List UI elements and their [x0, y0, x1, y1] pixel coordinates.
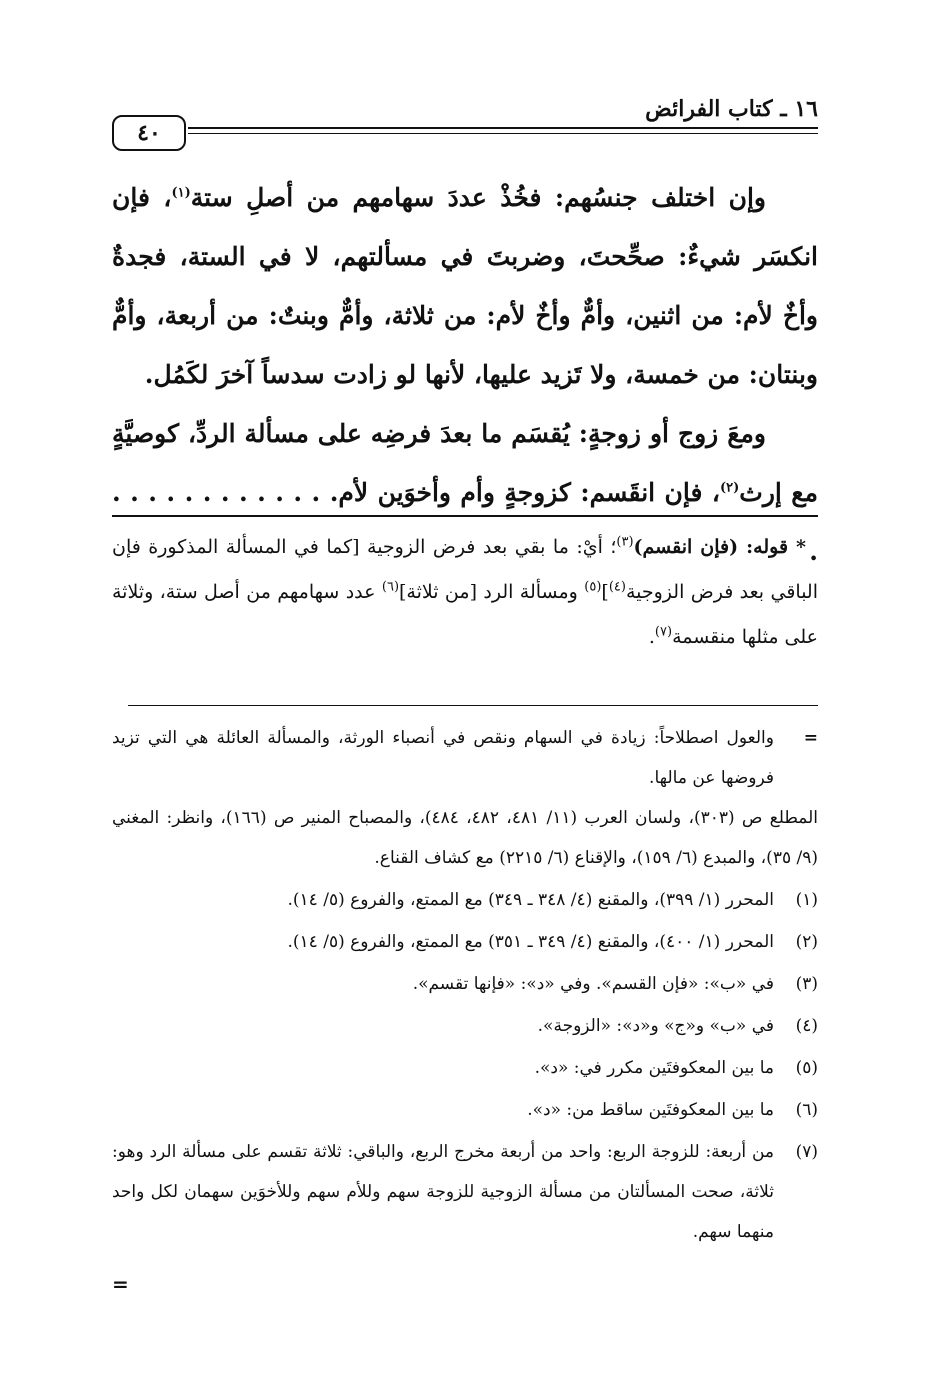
running-header-title: ١٦ ـ كتاب الفرائض — [645, 96, 818, 122]
main-text-span: وإن اختلف جنسُهم: فخُذْ عددَ سهامهم من أصلِ ستة — [190, 183, 766, 212]
dot-leader: . . . . . . . . . . . . . — [112, 478, 818, 566]
footnote-text: المحرر (١/ ٤٠٠)، والمقنع (٤/ ٣٤٩ ـ ٣٥١) مع الممتع، والفروع (٥/ ١٤). — [287, 932, 774, 952]
footnote-number: (١) — [795, 890, 818, 910]
continuation-text: والعول اصطلاحاً: زيادة في السهام ونقص في أنصباء الورثة، والمسألة العائلة هي التي تزيد فروضها عن مالها. — [112, 728, 774, 788]
main-text-span: ، فإن انكسَر شيءٌ: صحِّحتَ، وضربتَ في مسألتهم، لا في الستة، فجدةٌ وأخٌ لأم: من اثنين، وأمٌّ وأخٌ لأم: من ثلاثة، وأمٌّ وبنتٌ: من أربعة، وأمٌّ وبنتان: من خمسة، ولا تَزيد عليها، لأنها لو زادت سدساً آخرَ لكَمُل. — [112, 183, 818, 389]
footnote-ref-4[interactable]: (٤) — [608, 579, 626, 595]
footnote-ref-2[interactable]: (٢) — [719, 480, 740, 496]
commentary-text: ومسألة الرد [من ثلاثة] — [399, 581, 585, 603]
footnote-ref-3[interactable]: (٣) — [616, 534, 634, 550]
header-rule-thin — [188, 133, 818, 134]
commentary-marker: * قوله: (فإن انقسم) — [633, 536, 806, 558]
commentary-text: . — [648, 626, 655, 648]
footnote-text: المحرر (١/ ٣٩٩)، والمقنع (٤/ ٣٤٨ ـ ٣٤٩) مع الممتع، والفروع (٥/ ١٤). — [287, 890, 774, 910]
footnote-ref-6[interactable]: (٦) — [381, 579, 400, 595]
footnote-item — [112, 1132, 818, 1252]
footnote-item — [112, 922, 818, 962]
main-paragraph-1 — [112, 168, 818, 404]
main-text-span: ، فإن انقَسم: كزوجةٍ وأم وأخوَين لأم. — [329, 478, 720, 507]
footnote-ref-1[interactable]: (١) — [171, 185, 191, 201]
commentary-section — [112, 525, 818, 660]
header-rule — [188, 127, 818, 129]
footnote-number: (٥) — [795, 1058, 818, 1078]
footnote-text: في «ب»: «فإن القسم». وفي «د»: «فإنها تقسم». — [412, 974, 774, 994]
footnote-number: (٢) — [795, 932, 818, 952]
commentary-text: ؛ أيْ: ما بقي بعد فرض الزوجية [كما في المسألة المذكورة فإن الباقي بعد فرض الزوجية — [112, 536, 819, 603]
footnote-references: المطلع ص (٣٠٣)، ولسان العرب (١١/ ٤٨١، ٤٨٢، ٤٨٤)، والمصباح المنير ص (١٦٦)، وانظر: المغني (٩/ ٣٥)، والمبدع (٦/ ١٥٩)، والإقناع (٦/ ٢٢١٥) مع كشاف القناع. — [112, 808, 819, 868]
footnote-text: من أربعة: للزوجة الربع: واحد من أربعة مخرج الربع، والباقي: ثلاثة تقسم على مسألة الرد وهو: ثلاثة، صحت المسألتان من مسألة الزوجية للزوجة سهم وللأم سهم وللأخوَين سهمان لكل واحد منهما سهم. — [112, 1142, 774, 1242]
footnote-item — [112, 1090, 818, 1130]
footnote-ref-5[interactable]: (٥) — [584, 579, 602, 595]
footnote-text: ما بين المعكوفتَين ساقط من: «د». — [527, 1100, 774, 1120]
footnotes-section — [112, 718, 818, 1254]
footnote-text: في «ب» و«ج» و«د»: «الزوجة». — [537, 1016, 774, 1036]
commentary-paragraph — [112, 525, 818, 660]
footnote-item — [112, 964, 818, 1004]
footnote-separator — [128, 705, 818, 706]
main-text-rule — [112, 515, 818, 517]
main-text — [112, 168, 818, 581]
footnote-number: (٦) — [795, 1100, 818, 1120]
footnote-number: (٧) — [795, 1142, 818, 1162]
footnote-ref-7[interactable]: (٧) — [654, 624, 673, 640]
main-text-span: ومعَ زوج أو زوجةٍ: يُقسَم ما بعدَ فرضِه على مسألة الردِّ، كوصيَّةٍ مع إرث — [112, 419, 818, 507]
footnote-item — [112, 1006, 818, 1046]
continuation-end-marker: = — [112, 1272, 129, 1296]
footnote-item — [112, 880, 818, 920]
footnote-number: (٤) — [795, 1016, 818, 1036]
continuation-marker: = — [803, 728, 818, 748]
footnote-item — [112, 1048, 818, 1088]
page-number: ٤٠ — [112, 115, 186, 151]
commentary-text: ] — [601, 581, 609, 603]
footnote-continuation — [112, 718, 818, 798]
footnote-text: ما بين المعكوفتَين مكرر في: «د». — [534, 1058, 774, 1078]
commentary-text: عدد سهامهم من أصل ستة، وثلاثة على مثلها منقسمة — [112, 581, 818, 648]
footnote-number: (٣) — [795, 974, 818, 994]
